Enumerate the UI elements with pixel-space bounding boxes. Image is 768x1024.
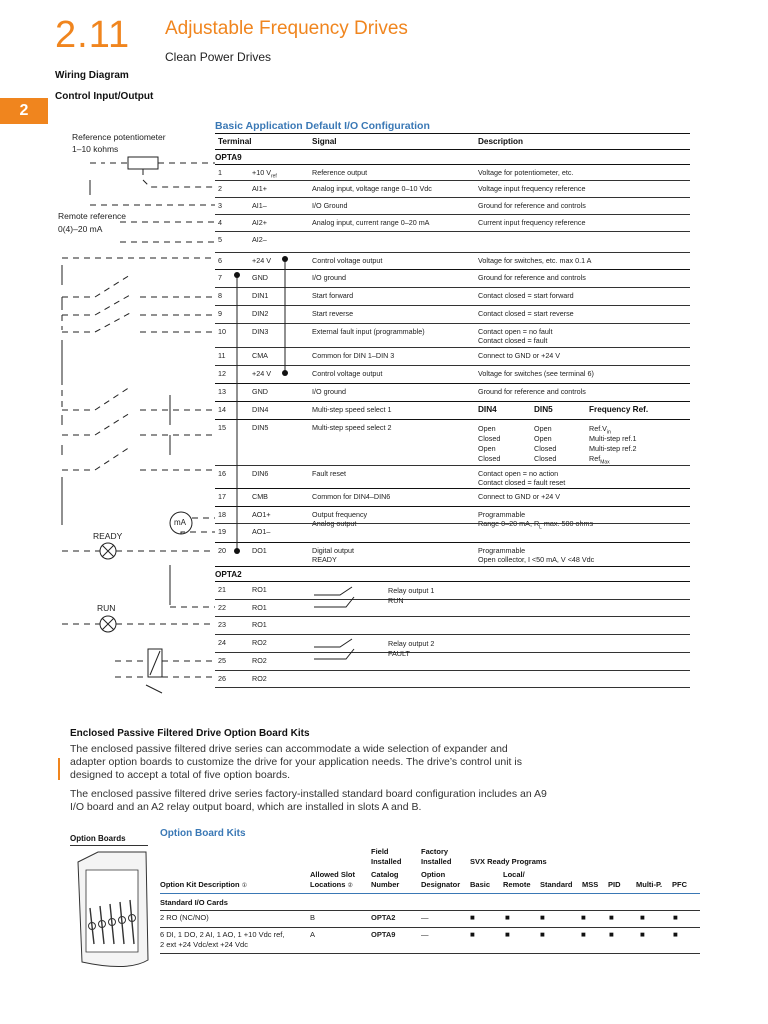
row-divider	[215, 687, 690, 688]
signal-text: I/O ground	[312, 387, 346, 396]
terminal-number: 20	[218, 546, 226, 555]
col-field-1: Field	[371, 847, 389, 856]
terminal-name: RO2	[252, 674, 267, 683]
program-col-header: PFC	[672, 880, 687, 889]
row-divider	[215, 581, 690, 582]
availability-mark: ■	[540, 913, 545, 922]
terminal-number: 17	[218, 492, 226, 501]
kit-designator: —	[421, 913, 429, 922]
program-col-header: PID	[608, 880, 621, 889]
terminal-number: 13	[218, 387, 226, 396]
signal-text: Common for DIN 1–DIN 3	[312, 351, 395, 360]
row-divider	[215, 197, 690, 198]
signal-text-2: READY	[312, 555, 337, 564]
enclosed-paragraph-1: The enclosed passive filtered drive series can accommodate a wide selection of expander and adapter option boards to customize the drive for your application needs. The drive’s control unit is designed to accept a total of five option boards.	[70, 743, 522, 781]
terminal-number: 7	[218, 273, 222, 282]
signal-text: Reference output	[312, 168, 368, 177]
frequency-ref: $Ref.V_{in}$	[589, 424, 611, 436]
signal-text-2: Analog output	[312, 519, 357, 528]
terminal-name: DIN4	[252, 405, 269, 414]
description-text: Contact closed = start forward	[478, 291, 574, 300]
din4-state: Open	[478, 424, 496, 433]
row-divider	[215, 231, 690, 232]
frequency-ref: Multi-step ref.2	[589, 444, 637, 453]
ready-label: READY	[93, 531, 123, 541]
description-text: Voltage input frequency reference	[478, 184, 586, 193]
change-bar	[58, 758, 60, 780]
signal-text: I/O ground	[312, 273, 346, 282]
terminal-name: DO1	[252, 546, 267, 555]
terminal-number: 16	[218, 469, 226, 478]
col-factory-3: Option	[421, 870, 446, 879]
description-text: Ground for reference and controls	[478, 387, 586, 396]
signal-text: Common for DIN4–DIN6	[312, 492, 391, 501]
terminal-name: DIN3	[252, 327, 269, 336]
kit-description: 2 RO (NC/NO)	[160, 913, 209, 922]
availability-mark: ■	[505, 913, 510, 922]
availability-mark: ■	[673, 930, 678, 939]
enclosed-heading: Enclosed Passive Filtered Drive Option Board Kits	[70, 728, 310, 739]
svx-header: SVX Ready Programs	[470, 857, 547, 866]
terminal-name: GND	[252, 387, 268, 396]
description-text: Connect to GND or +24 V	[478, 351, 561, 360]
terminal-name: DIN6	[252, 469, 269, 478]
availability-mark: ■	[470, 930, 475, 939]
description-text: Programmable	[478, 510, 526, 519]
col-field-3: Catalog	[371, 870, 399, 879]
terminal-number: 11	[218, 351, 226, 360]
terminal-name: RO2	[252, 656, 267, 665]
terminal-name: +24 V	[252, 369, 271, 378]
col-signal: Signal	[312, 137, 337, 146]
program-col-header: MSS	[582, 880, 599, 889]
terminal-name: +10 $V_{ref}$	[252, 168, 277, 180]
terminal-number: 8	[218, 291, 222, 300]
relay2-fault-label: FAULT	[388, 649, 410, 658]
program-col-header: Local/	[503, 870, 525, 879]
col-factory-2: Installed	[421, 857, 452, 866]
terminal-number: 19	[218, 527, 226, 536]
terminal-number: 3	[218, 201, 222, 210]
terminal-name: RO1	[252, 603, 267, 612]
description-text: Contact closed = start reverse	[478, 309, 574, 318]
terminal-name: AO1–	[252, 527, 271, 536]
terminal-name: AI2+	[252, 218, 267, 227]
freq-ref-header: Frequency Ref.	[589, 405, 649, 414]
kit-slot: A	[310, 930, 316, 939]
terminal-number: 26	[218, 674, 226, 683]
chapter-tab: 2	[0, 98, 48, 124]
row-divider	[215, 616, 690, 617]
page-subtitle: Clean Power Drives	[165, 50, 272, 64]
signal-text: Multi-step speed select 2	[312, 423, 392, 432]
availability-mark: ■	[505, 930, 510, 939]
kit-slot: B	[310, 913, 316, 922]
terminal-number: 4	[218, 218, 222, 227]
description-text: Programmable	[478, 546, 526, 555]
potentiometer-symbol	[128, 157, 158, 169]
ma-label: mA	[174, 518, 186, 527]
terminal-name: +24 V	[252, 256, 271, 265]
relay-symbols	[310, 585, 390, 665]
din5-state: Closed	[534, 444, 557, 453]
terminal-number: 6	[218, 256, 222, 265]
row-divider	[215, 652, 690, 653]
description-text: Ground for reference and controls	[478, 201, 586, 210]
col-slots-2: Locations ②	[310, 880, 353, 889]
signal-text: Multi-step speed select 1	[312, 405, 392, 414]
opta2-label-inline: OPTA2	[215, 570, 242, 579]
availability-mark: ■	[640, 930, 645, 939]
din5-state: Open	[534, 424, 552, 433]
terminal-name: AI2–	[252, 235, 267, 244]
terminal-number: 5	[218, 235, 222, 244]
row-divider	[215, 252, 690, 253]
row-divider	[215, 599, 690, 600]
ref-pot-ohms-label: 1–10 kohms	[72, 144, 119, 154]
availability-mark: ■	[609, 930, 614, 939]
terminal-number: 9	[218, 309, 222, 318]
signal-text: Output frequency	[312, 510, 368, 519]
row-divider	[215, 634, 690, 635]
signal-text: Fault reset	[312, 469, 346, 478]
terminal-name: DIN1	[252, 291, 269, 300]
remote-ref-range-label: 0(4)–20 mA	[58, 224, 103, 234]
option-kits-title: Option Board Kits	[160, 828, 246, 839]
row-divider	[215, 670, 690, 671]
option-boards-side-label: Option Boards	[70, 834, 126, 843]
col-description: Description	[478, 137, 524, 146]
terminal-number: 10	[218, 327, 226, 336]
description-text: Current input frequency reference	[478, 218, 586, 227]
availability-mark: ■	[581, 913, 586, 922]
program-col-header: Basic	[470, 880, 491, 889]
terminal-name: AI1+	[252, 184, 267, 193]
terminal-number: 25	[218, 656, 226, 665]
terminal-name: RO1	[252, 585, 267, 594]
availability-mark: ■	[673, 913, 678, 922]
terminal-name: RO2	[252, 638, 267, 647]
signal-text: Start forward	[312, 291, 354, 300]
terminal-name: DIN2	[252, 309, 269, 318]
description-text-2: Range 0–20 mA, $R_L$ max. 500 ohms	[478, 519, 594, 531]
col-field-2: Installed	[371, 857, 402, 866]
row-divider	[215, 214, 690, 215]
description-text-2: Open collector, I <50 mA, V <48 Vdc	[478, 555, 595, 564]
kit-catalog: OPTA2	[371, 913, 396, 922]
terminal-number: 23	[218, 620, 226, 629]
col-terminal: Terminal	[218, 137, 252, 146]
page-title: Adjustable Frequency Drives	[165, 18, 408, 39]
description-text: Contact open = no fault	[478, 327, 553, 336]
terminal-number: 18	[218, 510, 226, 519]
kit-row-divider	[160, 953, 700, 954]
description-text: Voltage for switches (see terminal 6)	[478, 369, 594, 378]
program-col-header: Remote	[503, 880, 531, 889]
run-label: RUN	[97, 603, 116, 613]
signal-text: Digital output	[312, 546, 354, 555]
ref-pot-label: Reference potentiometer	[72, 132, 166, 142]
kit-catalog: OPTA9	[371, 930, 396, 939]
availability-mark: ■	[540, 930, 545, 939]
signal-text: Control voltage output	[312, 256, 383, 265]
program-col-header: Standard	[540, 880, 573, 889]
col-field-4: Number	[371, 880, 400, 889]
col-slots-1: Allowed Slot	[310, 870, 355, 879]
signal-text: External fault input (programmable)	[312, 327, 425, 336]
signal-text: Control voltage output	[312, 369, 383, 378]
section-number: 2.11	[55, 14, 131, 56]
terminal-name: CMA	[252, 351, 268, 360]
din4-header: DIN4	[478, 405, 497, 414]
din5-state: Open	[534, 434, 552, 443]
row-divider	[215, 566, 690, 567]
terminal-name: CMB	[252, 492, 268, 501]
kit-description-2: 2 ext +24 Vdc/ext +24 Vdc	[160, 940, 248, 949]
terminal-number: 12	[218, 369, 226, 378]
signal-text: Start reverse	[312, 309, 354, 318]
terminal-number: 2	[218, 184, 222, 193]
kit-designator: —	[421, 930, 429, 939]
kit-description: 6 DI, 1 DO, 2 AI, 1 AO, 1 +10 Vdc ref,	[160, 930, 285, 939]
wiring-diagram-label: Wiring Diagram	[55, 70, 129, 81]
relay1-label: Relay output 1	[388, 586, 435, 595]
availability-mark: ■	[640, 913, 645, 922]
din4-state: Closed	[478, 434, 501, 443]
terminal-number: 14	[218, 405, 226, 414]
din5-state: Closed	[534, 454, 557, 463]
terminal-number: 24	[218, 638, 226, 647]
description-text-2: Contact closed = fault	[478, 336, 548, 345]
standard-io-section: Standard I/O Cards	[160, 898, 228, 907]
signal-text: Analog input, current range 0–20 mA	[312, 218, 430, 227]
din5-header: DIN5	[534, 405, 553, 414]
description-text: Contact open = no action	[478, 469, 559, 478]
terminal-name: AO1+	[252, 510, 271, 519]
remote-ref-label: Remote reference	[58, 211, 127, 221]
program-col-header: Multi-P.	[636, 880, 663, 889]
row-divider	[215, 180, 690, 181]
enclosed-paragraph-2: The enclosed passive filtered drive series factory-installed standard board configuration includes an A9 I/O board and an A2 relay output board, which are installed in slots A and B.	[70, 788, 547, 813]
terminal-number: 22	[218, 603, 226, 612]
description-text: Voltage for potentiometer, etc.	[478, 168, 574, 177]
io-table-title: Basic Application Default I/O Configuration	[215, 120, 430, 132]
col-description: Option Kit Description ①	[160, 880, 248, 889]
signal-text: I/O Ground	[312, 201, 348, 210]
description-text-2: Contact closed = fault reset	[478, 478, 566, 487]
availability-mark: ■	[470, 913, 475, 922]
signal-text: Analog input, voltage range 0–10 Vdc	[312, 184, 432, 193]
frequency-ref: Multi-step ref.1	[589, 434, 637, 443]
description-text: Voltage for switches, etc. max 0.1 A	[478, 256, 592, 265]
terminal-name: RO1	[252, 620, 267, 629]
availability-mark: ■	[581, 930, 586, 939]
terminal-name: GND	[252, 273, 268, 282]
din4-state: Closed	[478, 454, 501, 463]
terminal-number: 1	[218, 168, 222, 177]
terminal-name: AI1–	[252, 201, 267, 210]
relay2-label: Relay output 2	[388, 639, 435, 648]
option-board-illustration	[68, 848, 153, 973]
bus-lines	[228, 255, 298, 555]
terminal-number: 21	[218, 585, 226, 594]
terminal-name: DIN5	[252, 423, 269, 432]
terminal-number: 15	[218, 423, 226, 432]
availability-mark: ■	[609, 913, 614, 922]
control-io-label: Control Input/Output	[55, 91, 154, 102]
frequency-ref: Ref$_{Max}$	[589, 454, 610, 466]
kit-row-divider	[160, 927, 700, 928]
opta9-label: OPTA9	[215, 153, 242, 162]
col-factory-1: Factory	[421, 847, 449, 856]
description-text: Connect to GND or +24 V	[478, 492, 561, 501]
col-factory-4: Designator	[421, 880, 461, 889]
relay1-run-label: RUN	[388, 596, 404, 605]
description-text: Ground for reference and controls	[478, 273, 586, 282]
din4-state: Open	[478, 444, 496, 453]
